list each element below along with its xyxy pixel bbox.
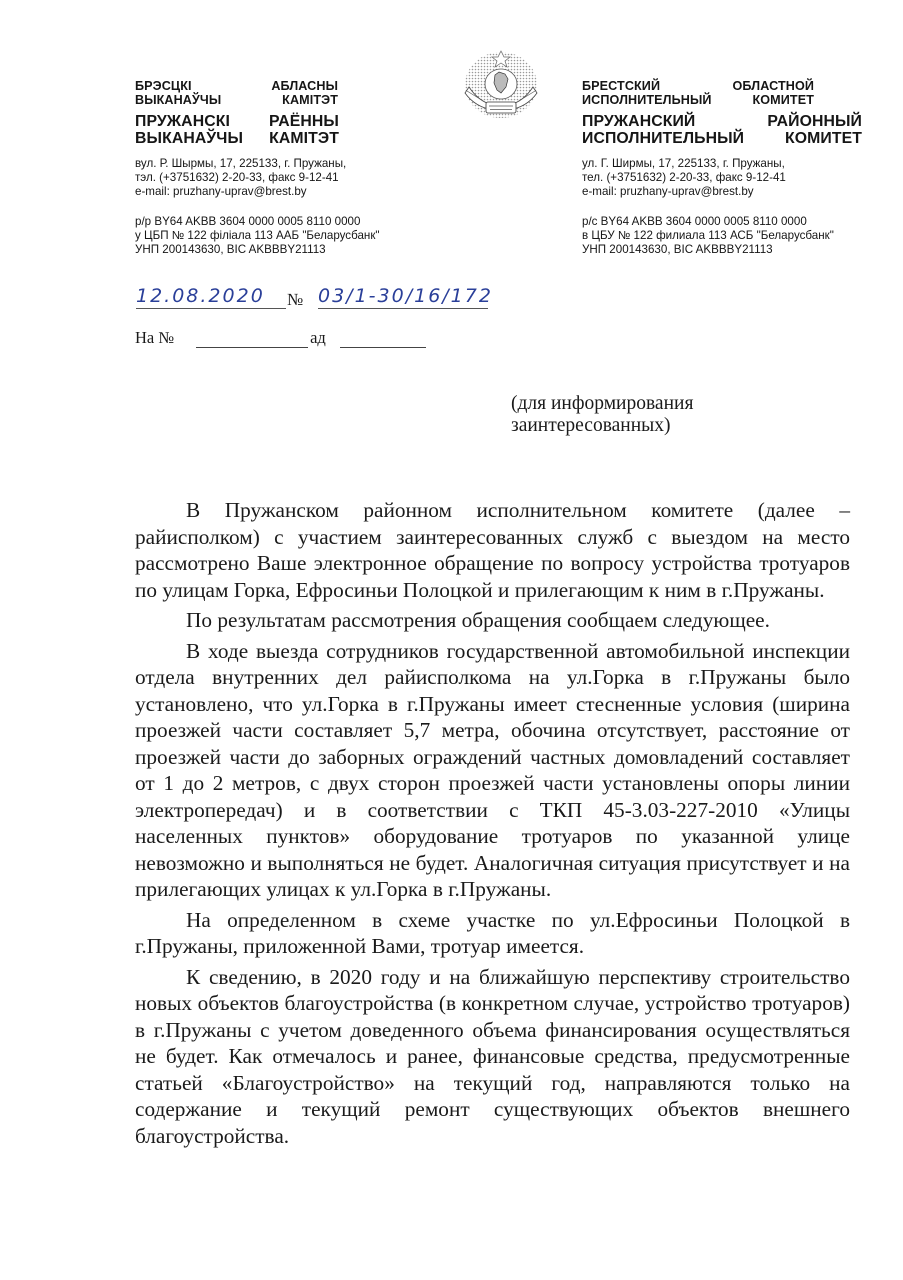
reference-number-blank: [196, 327, 308, 348]
outgoing-number-handwritten: 03/1-30/16/172: [318, 285, 493, 307]
bank-details: [135, 215, 435, 256]
oblast-committee-name: [582, 80, 867, 107]
email: e-mail: pruzhany-uprav@brest.by: [135, 184, 307, 198]
bank-branch: у ЦБП № 122 філіала 113 ААБ "Беларусбанк": [135, 229, 380, 243]
email: e-mail: pruzhany-uprav@brest.by: [582, 184, 754, 198]
rayon-committee-name: [582, 114, 867, 147]
oblast-line-1: БРЭСЦКІ АБЛАСНЫ: [135, 79, 338, 93]
letter-body: [135, 497, 850, 1149]
phone-fax: тэл. (+3751632) 2-20-33, факс 9-12-41: [135, 170, 339, 184]
reference-date-blank: [340, 327, 426, 348]
registration-line: [122, 285, 542, 315]
rayon-line-2: ИСПОЛНИТЕЛЬНЫЙ КОМИТЕТ: [582, 129, 862, 147]
bank-account: р/р BY64 AKBB 3604 0000 0005 8110 0000: [135, 215, 361, 229]
letterhead-left-belarusian: [135, 80, 435, 257]
tax-ids: УНП 200143630, BIC AKBBBY21113: [135, 242, 326, 256]
address: ул. Г. Ширмы, 17, 225133, г. Пружаны,: [582, 157, 785, 170]
address: вул. Р. Шырмы, 17, 225133, г. Пружаны,: [135, 157, 347, 170]
phone-fax: тел. (+3751632) 2-20-33, факс 9-12-41: [582, 170, 786, 184]
outgoing-date-handwritten: 12.08.2020: [136, 285, 286, 309]
rayon-line-1: ПРУЖАНСКІ РАЁННЫ: [135, 113, 339, 130]
bank-branch: в ЦБУ № 122 филиала 113 АСБ "Беларусбанк": [582, 229, 834, 243]
addressee-line-2: заинтересованных): [511, 415, 671, 436]
coat-of-arms-emblem: [459, 47, 543, 121]
tax-ids: УНП 200143630, BIC AKBBBY21113: [582, 242, 773, 256]
body-paragraph: В ходе выезда сотрудников государственной автомобильной инспекции отдела внутренних дел райисполкома на ул.Горка в г.Пружаны было установлено, что ул.Горка в г.Пружаны имеет стесненные условия (ширина проезжей части составляет 5,7 метра, обочина отсутствует, расстояние от проезжей части до заборных ограждений частных домовладений составляет от 1 до 2 метров, с двух сторон проезжей части установлены опоры линии электропередач) и в соответствии с ТКП 45-3.03-227-2010 «Улицы населенных пунктов» оборудование тротуаров по указанной улице невозможно и выполняться не будет. Аналогичная ситуация присутствует и на прилегающих улицах к ул.Горка в г.Пружаны.: [135, 638, 850, 901]
reference-label: На №: [135, 328, 175, 347]
body-paragraph: На определенном в схеме участке по ул.Ефросиньи Полоцкой в г.Пружаны, приложенной Вами, тротуар имеется.: [135, 907, 850, 958]
oblast-line-1: БРЕСТСКИЙ ОБЛАСТНОЙ: [582, 79, 814, 93]
emblem-icon: [459, 47, 543, 121]
addressee: [511, 393, 693, 437]
oblast-line-2: ИСПОЛНИТЕЛЬНЫЙ КОМИТЕТ: [582, 92, 814, 107]
contact-block: [135, 157, 435, 198]
body-paragraph: К сведению, в 2020 году и на ближайшую перспективу строительство новых объектов благоустройства (в конкретном случае, устройство тротуаров) в г.Пружаны с учетом доведенного объема финансирования осуществляться не будет. Как отмечалось и ранее, финансовые средства, предусмотренные статьей «Благоустройство» на текущий год, направляются только на содержание и текущий ремонт существующих объектов внешнего благоустройства.: [135, 964, 850, 1148]
number-sign: №: [287, 290, 304, 309]
oblast-committee-name: [135, 80, 435, 107]
oblast-line-2: ВЫКАНАЎЧЫ КАМІТЭТ: [135, 92, 338, 107]
rayon-line-1: ПРУЖАНСКИЙ РАЙОННЫЙ: [582, 113, 862, 130]
letterhead-right-russian: [582, 80, 867, 257]
bank-details: [582, 215, 867, 256]
contact-block: [582, 157, 867, 198]
rayon-committee-name: [135, 114, 435, 147]
reference-from-label: ад: [310, 328, 326, 347]
addressee-line-1: (для информирования: [511, 393, 694, 414]
reference-line: [135, 327, 426, 348]
body-paragraph: В Пружанском районном исполнительном комитете (далее – райисполком) с участием заинтересованных служб с выездом на место рассмотрено Ваше электронное обращение по вопросу устройства тротуаров по улицам Горка, Ефросиньи Полоцкой и прилегающим к ним в г.Пружаны.: [135, 498, 850, 602]
body-paragraph: По результатам рассмотрения обращения сообщаем следующее.: [186, 608, 770, 632]
rayon-line-2: ВЫКАНАЎЧЫ КАМІТЭТ: [135, 129, 339, 147]
bank-account: р/с BY64 AKBB 3604 0000 0005 8110 0000: [582, 215, 807, 229]
